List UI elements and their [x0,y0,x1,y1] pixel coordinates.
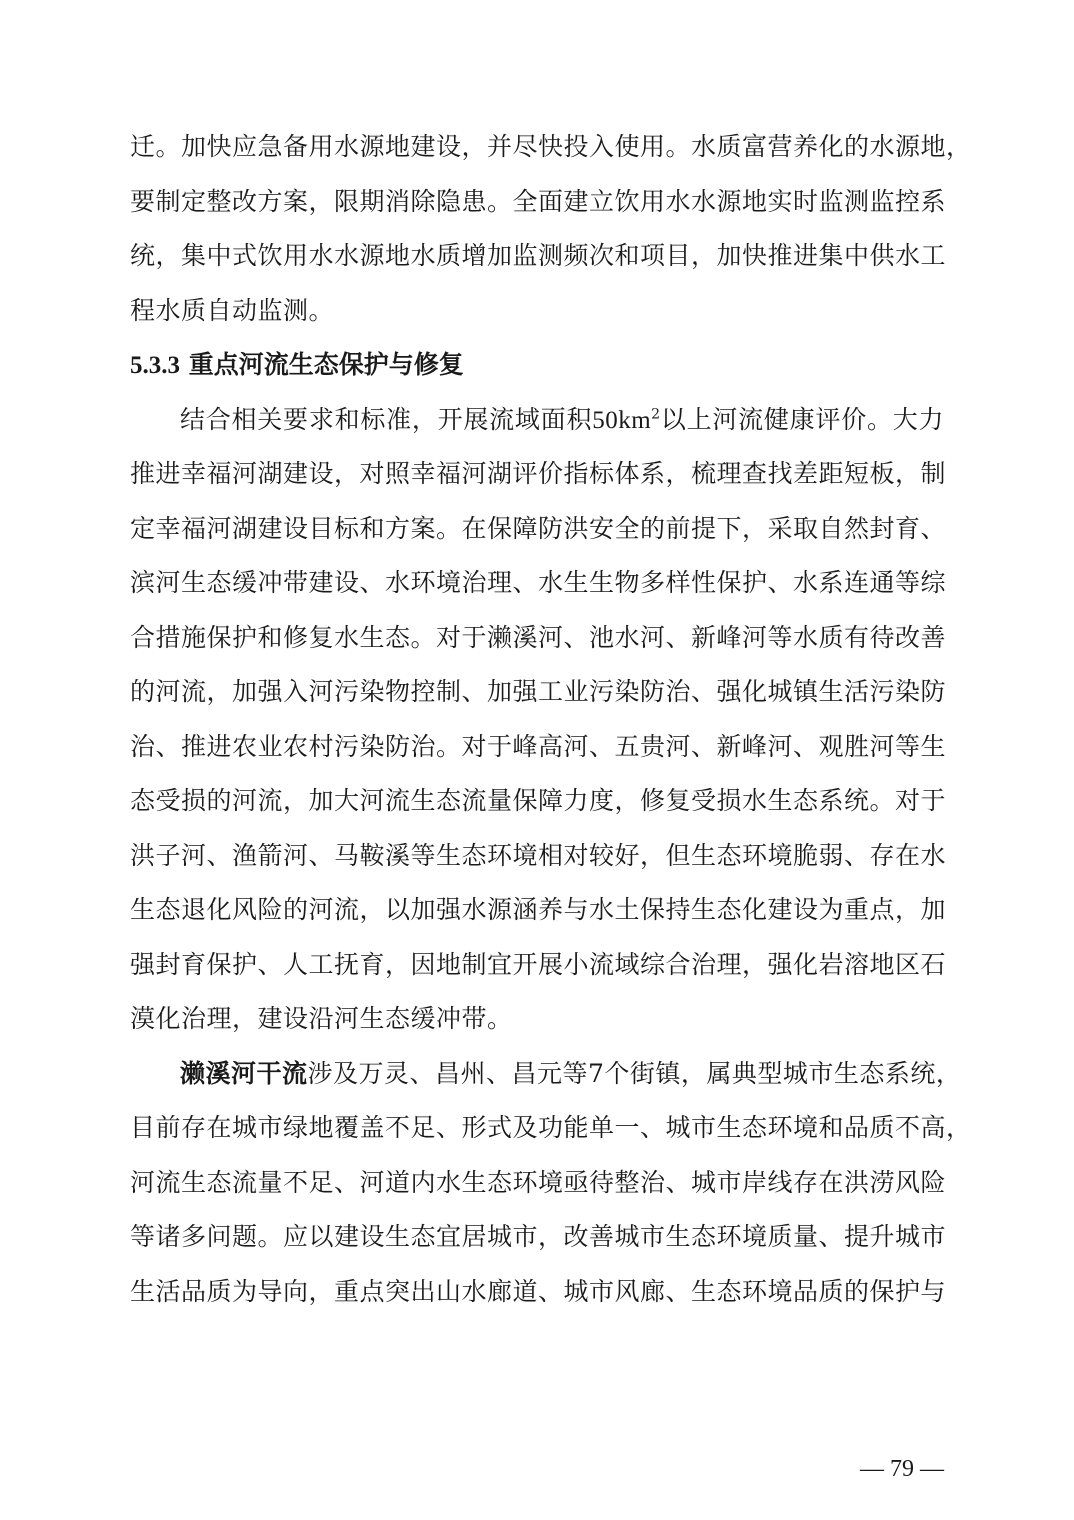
text-span: 涉及万灵、昌州、昌元等7个街镇，属典型城市生态系统， [307,1058,962,1088]
paragraph-water-source [130,120,972,338]
document-page [130,120,972,1319]
text-line: 态受损的河流，加大河流生态流量保障力度，修复受损水生态系统。对于 [130,786,947,815]
text-line: 合措施保护和修复水生态。对于濑溪河、池水河、新峰河等水质有待改善 [130,622,947,652]
section-heading [130,338,944,393]
text-line: 的河流，加强入河污染物控制、加强工业污染防治、强化城镇生活污染防 [130,677,947,706]
text-line: 要制定整改方案，限期消除隐患。全面建立饮用水水源地实时监测监控系 [130,186,947,216]
section-title: 重点河流生态保护与修复 [188,350,464,379]
text-line: 等诸多问题。应以建设生态宜居城市，改善城市生态环境质量、提升城市 [130,1222,947,1251]
text-line: 程水质自动监测。 [130,295,335,325]
text-line: 滨河生态缓冲带建设、水环境治理、水生生物多样性保护、水系连通等综 [130,568,947,597]
text-line: 定幸福河湖建设目标和方案。在保障防洪安全的前提下，采取自然封育、 [130,513,947,543]
text-line [130,393,944,448]
text-line: 目前存在城市绿地覆盖不足、形式及功能单一、城市生态环境和品质不高， [130,1113,972,1142]
area-value: 50km [592,406,652,434]
text-line: 强封育保护、人工抚育，因地制宜开展小流域综合治理，强化岩溶地区石 [130,949,947,979]
text-line: 迁。加快应急备用水源地建设，并尽快投入使用。水质富营养化的水源地， [130,132,972,161]
superscript: 2 [651,406,661,423]
lead-term: 濑溪河干流 [180,1058,308,1088]
text-line: 漠化治理，建设沿河生态缓冲带。 [130,1004,513,1033]
text-line: 洪子河、渔箭河、马鞍溪等生态环境相对较好，但生态环境脆弱、存在水 [130,840,947,870]
text-line: 河流生态流量不足、河道内水生态环境亟待整治、城市岸线存在洪涝风险 [130,1167,947,1197]
text-line: 治、推进农业农村污染防治。对于峰高河、五贵河、新峰河、观胜河等生 [130,731,947,761]
section-number: 5.3.3 [130,352,180,379]
paragraph-river-protection [130,393,947,1047]
text-span: 以上河流健康评价。大力 [660,404,944,434]
paragraph-laixi-river [130,1047,972,1320]
page-number: — 79 — [860,1456,944,1482]
text-line: 生活品质为导向，重点突出山水廊道、城市风廊、生态环境品质的保护与 [130,1276,947,1306]
text-line [130,1047,962,1102]
text-line: 推进幸福河湖建设，对照幸福河湖评价指标体系，梳理查找差距短板，制 [130,459,947,488]
text-line: 统，集中式饮用水水源地水质增加监测频次和项目，加快推进集中供水工 [130,241,947,270]
text-line: 生态退化风险的河流，以加强水源涵养与水土保持生态化建设为重点，加 [130,895,947,924]
text-span: 结合相关要求和标准，开展流域面积 [180,404,593,434]
